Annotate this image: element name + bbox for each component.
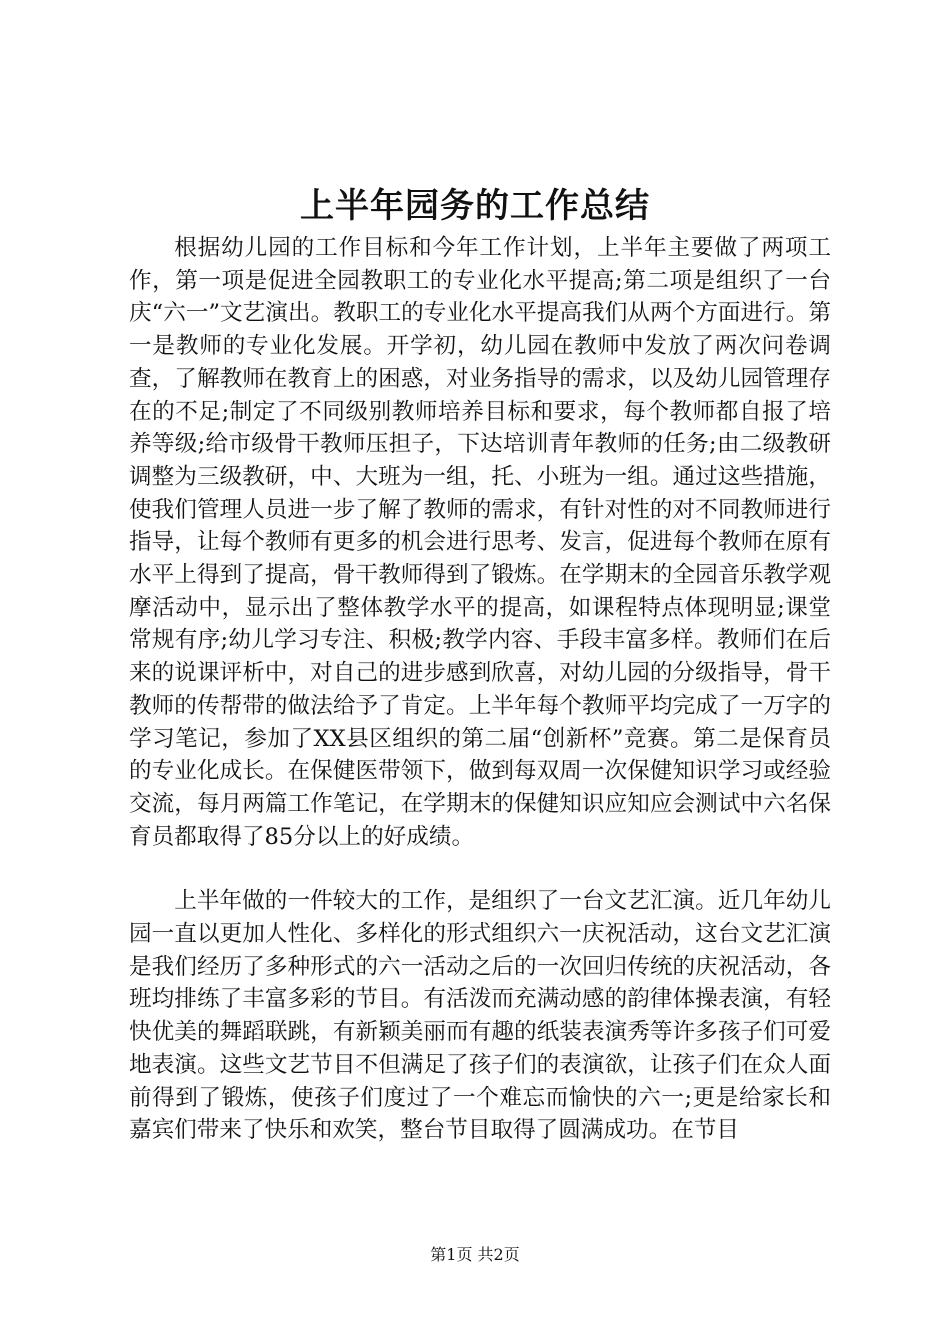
document-body xyxy=(129,232,831,1147)
page-number-footer: 第1页 共2页 xyxy=(430,1245,520,1264)
paragraph-1: 根据幼儿园的工作目标和今年工作计划，上半年主要做了两项工作，第一项是促进全园教职工的专业化水平提高;第二项是组织了一台庆“六一”文艺演出。教职工的专业化水平提高我们从两个方面进行。第一是教师的专业化发展。开学初，幼儿园在教师中发放了两次问卷调查，了解教师在教育上的困惑，对业务指导的需求，以及幼儿园管理存在的不足;制定了不同级别教师培养目标和要求，每个教师都自报了培养等级;给市级骨干教师压担子，下达培训青年教师的任务;由二级教研调整为三级教研，中、大班为一组，托、小班为一组。通过这些措施，使我们管理人员进一步了解了教师的需求，有针对性的对不同教师进行指导，让每个教师有更多的机会进行思考、发言，促进每个教师在原有水平上得到了提高，骨干教师得到了锻炼。在学期末的全园音乐教学观摩活动中，显示出了整体教学水平的提高，如课程特点体现明显;课堂常规有序;幼儿学习专注、积极;教学内容、手段丰富多样。教师们在后来的说课评析中，对自己的进步感到欣喜，对幼儿园的分级指导，骨干教师的传帮带的做法给予了肯定。上半年每个教师平均完成了一万字的学习笔记，参加了XX县区组织的第二届“创新杯”竞赛。第二是保育员的专业化成长。在保健医带领下，做到每双周一次保健知识学习或经验交流，每月两篇工作笔记，在学期末的保健知识应知应会测试中六名保育员都取得了85分以上的好成绩。 xyxy=(129,235,831,850)
paragraph-2: 上半年做的一件较大的工作，是组织了一台文艺汇演。近几年幼儿园一直以更加人性化、多样化的形式组织六一庆祝活动，这台文艺汇演是我们经历了多种形式的六一活动之后的一次回归传统的庆祝活动，各班均排练了丰富多彩的节目。有活泼而充满动感的韵律体操表演，有轻快优美的舞蹈联跳，有新颖美丽而有趣的纸装表演秀等许多孩子们可爱地表演。这些文艺节目不但满足了孩子们的表演欲，让孩子们在众人面前得到了锻炼，使孩子们度过了一个难忘而愉快的六一;更是给家长和嘉宾们带来了快乐和欢笑，整台节目取得了圆满成功。在节目 xyxy=(129,888,831,1144)
document-title: 上半年园务的工作总结 xyxy=(300,186,650,226)
